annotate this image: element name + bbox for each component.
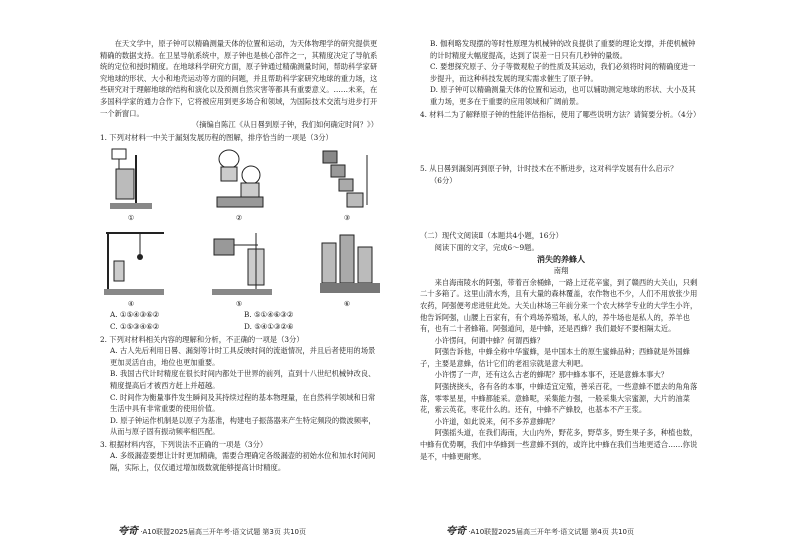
experiment-figure-icon	[100, 225, 170, 299]
story-paragraph: 来自海南陵水的阿强，带着百余桶蜂，一路上迂花辛蜜，到了赣西的大关山，只剩二十多箱了。这里山清水秀，且有大量的森林覆盖，农作物也不少，人们不用放张少用农药，阿强便考虑进驻此处。大关山林场三年前分来一个农大林学专业的大学生小许，他告诉阿强，山腰上百家有，有个鸡场养殖场，私人的，养牛场也是私人的，养羊也有，也有二十者蜂箱。阿强道问，是中蜂，还是西蜂？我们最好不要相隔太近。	[420, 277, 698, 334]
answer-space-4	[420, 120, 702, 162]
story-title: 消失的养蜂人	[537, 253, 585, 264]
story-paragraph: 小许道，如此说来，何不多养意蜂呢？	[434, 416, 559, 426]
experiment-figure-icon	[316, 225, 386, 299]
story-paragraph: 阿强摇头道，在我们海南，大山内外，野花多，野草多，野生果子多，种植也数，中蜂有优势啊，我们中华蜂到一些意蜂不到的，或许比中蜂在我们当地更适合……你说是不，中蜂更耐寒。	[420, 428, 698, 461]
figure-row-2	[100, 225, 378, 309]
q2-option-c: C. 时间作为衡量事件发生瞬间及其持续过程的基本物理量，在自然科学领域和日常生活中具有非常重要的使用价值。	[110, 392, 376, 414]
q1-options	[100, 309, 378, 332]
story-author: 南翔	[553, 266, 569, 276]
question-4: 4. 材料二为了解释原子钟的性能评估指标，使用了哪些说明方法？请简要分析。（4分）	[420, 109, 701, 119]
figure-3-label: ③	[343, 214, 351, 223]
question-3: 3. 根据材料内容，下列说法不正确的一项是（3分）	[100, 439, 268, 449]
figure-4-label: ④	[127, 300, 135, 309]
figure-2-label: ②	[235, 214, 243, 223]
figure-2	[208, 145, 270, 223]
q2-option-d: D. 原子钟运作机制是以原子为基准，构建电子振荡器来产生特定频段的微波频率，从而与原子固有振动频率相匹配。	[110, 415, 376, 437]
figure-3	[316, 145, 378, 223]
question-2: 2. 下列对材料相关内容的理解和分析，不正确的一项是（3分）	[100, 334, 304, 344]
q3-option-a: A. 多级漏壶要想让计时更加精确，需要合理确定各级漏壶的初始水位和加水时间间隔，实际上，仅仅通过增加级数就能够提高计时精度。	[110, 451, 376, 473]
experiment-figure-icon	[211, 145, 267, 213]
figure-5	[208, 225, 270, 309]
left-column	[100, 38, 378, 474]
source-citation: （摘编自陈江《从日晷到原子钟，我们如何确定时间？》）	[191, 120, 378, 130]
q3-option-b: B. 伽利略发现摆的等时性原理为机械钟的改良提供了重要的理论支撑，并使机械钟的计时精度大幅度提高，达到了误差一日只有几秒钟的量级。	[430, 39, 696, 60]
section-instruction: 阅读下面的文字，完成6～9题。	[434, 242, 539, 252]
figure-1	[100, 145, 162, 223]
experiment-figure-icon	[208, 225, 278, 299]
figure-row-1	[100, 145, 378, 223]
figure-5-label: ⑤	[235, 300, 243, 309]
q3-option-d: D. 原子钟可以精确测量天体的位置和运动，也可以辅助测定地球的形状、大小及其重力场，更多在于重要的应用领域和广阔前景。	[430, 85, 696, 106]
figure-6-label: ⑥	[343, 300, 351, 309]
story-paragraph: 小许愣了一声，还有这么古老的蜂呢？那中蜂本事不，还是意蜂本事大？	[434, 370, 669, 380]
answer-space-5	[420, 186, 702, 230]
section-heading: （二）现代文阅读Ⅱ（本题共4小题，16分）	[420, 231, 563, 241]
figure-6	[316, 225, 378, 309]
right-column	[420, 38, 702, 462]
brand-logo: 夸奇	[446, 526, 466, 537]
experiment-figure-icon	[106, 145, 156, 213]
q1-option-a: A. ①⑤④③⑥②	[110, 310, 160, 320]
q1-option-b: B. ⑤①④⑥③②	[244, 310, 294, 320]
question-1: 1. 下列对材料一中关于漏刻发展历程的图解，排序恰当的一项是（3分）	[100, 132, 333, 142]
q1-option-d: D. ⑤④①③②⑥	[244, 321, 294, 331]
brand-logo: 夸奇	[118, 526, 138, 537]
figure-4	[100, 225, 162, 309]
question-5-score: （6分）	[430, 175, 457, 185]
footer-left-text: ·A10联盟2025届高三开年考·语文试题 第3页 共10页	[140, 528, 307, 536]
intro-paragraph: 在天文学中，原子钟可以精确测量天体的位置和运动，为天体物理学的研究提供更精确的数据支持。在卫星导航系统中，原子钟也是核心部件之一，其精度决定了导航系统的定位和授时精度。在地球科学研究方面，原子钟通过精确测量时间，帮助科学家研究地球的形状、大小和地壳运动等方面的问题，并且帮助科学家研究地球的重力场，这些研究对于理解地球的结构和演化以及预测自然灾害等都具有重要意义。……未来，在多国科学家的通力合作下，它将被应用到更多场合和领域，为国际技术交流与进步打开一个新窗口。	[100, 39, 378, 118]
figure-1-label: ①	[127, 214, 135, 223]
footer-right-text: ·A10联盟2025届高三开年考·语文试题 第4页 共10页	[468, 528, 635, 536]
q2-option-a: A. 古人先后利用日晷、漏刻等计时工具反映时间的流逝情况，并且后者使用的场景更加灵活自由，地位也更加重要。	[110, 346, 376, 367]
experiment-figure-icon	[317, 145, 377, 213]
story-paragraph: 阿强告诉他，中蜂全称中华蜜蜂，是中国本土的原生蜜蜂品种；西蜂就是外国蜂子，主要是意蜂，估计它们的老祖宗就是意大利吧。	[420, 347, 690, 368]
story-paragraph: 小许愣问，何谓中蜂？何谓西蜂？	[434, 335, 545, 345]
q2-option-b: B. 我国古代计时精度在很长时间内都处于世界的前列，直到十八世纪机械钟改良、精度提高后才被西方赶上并超越。	[110, 369, 376, 390]
question-5: 5. 从日晷到漏刻再到原子钟，计时技术在不断进步，这对科学发展有什么启示？	[420, 164, 678, 174]
q3-option-c: C. 要想探究原子、分子等微观粒子的性质及其运动，我们必须将时间的精确度进一步提升，而这种科技发展的现实需求催生了原子钟。	[430, 62, 696, 83]
footer-left	[118, 522, 306, 537]
footer-right	[446, 522, 634, 537]
story-paragraph: 阿强挠挠头，各有各的本事，中蜂适宜定殖，善采百花，一些意蜂不愿去的角角落落，零零星星，中蜂都能采。意蜂呢，采集能力强，一般采集大宗蜜源，大片的油菜花，紫云英花，枣花什么的。还有，中蜂不产蜂胶，也基本不产王浆。	[420, 382, 698, 415]
q1-option-c: C. ①⑤③④⑥②	[110, 321, 160, 331]
